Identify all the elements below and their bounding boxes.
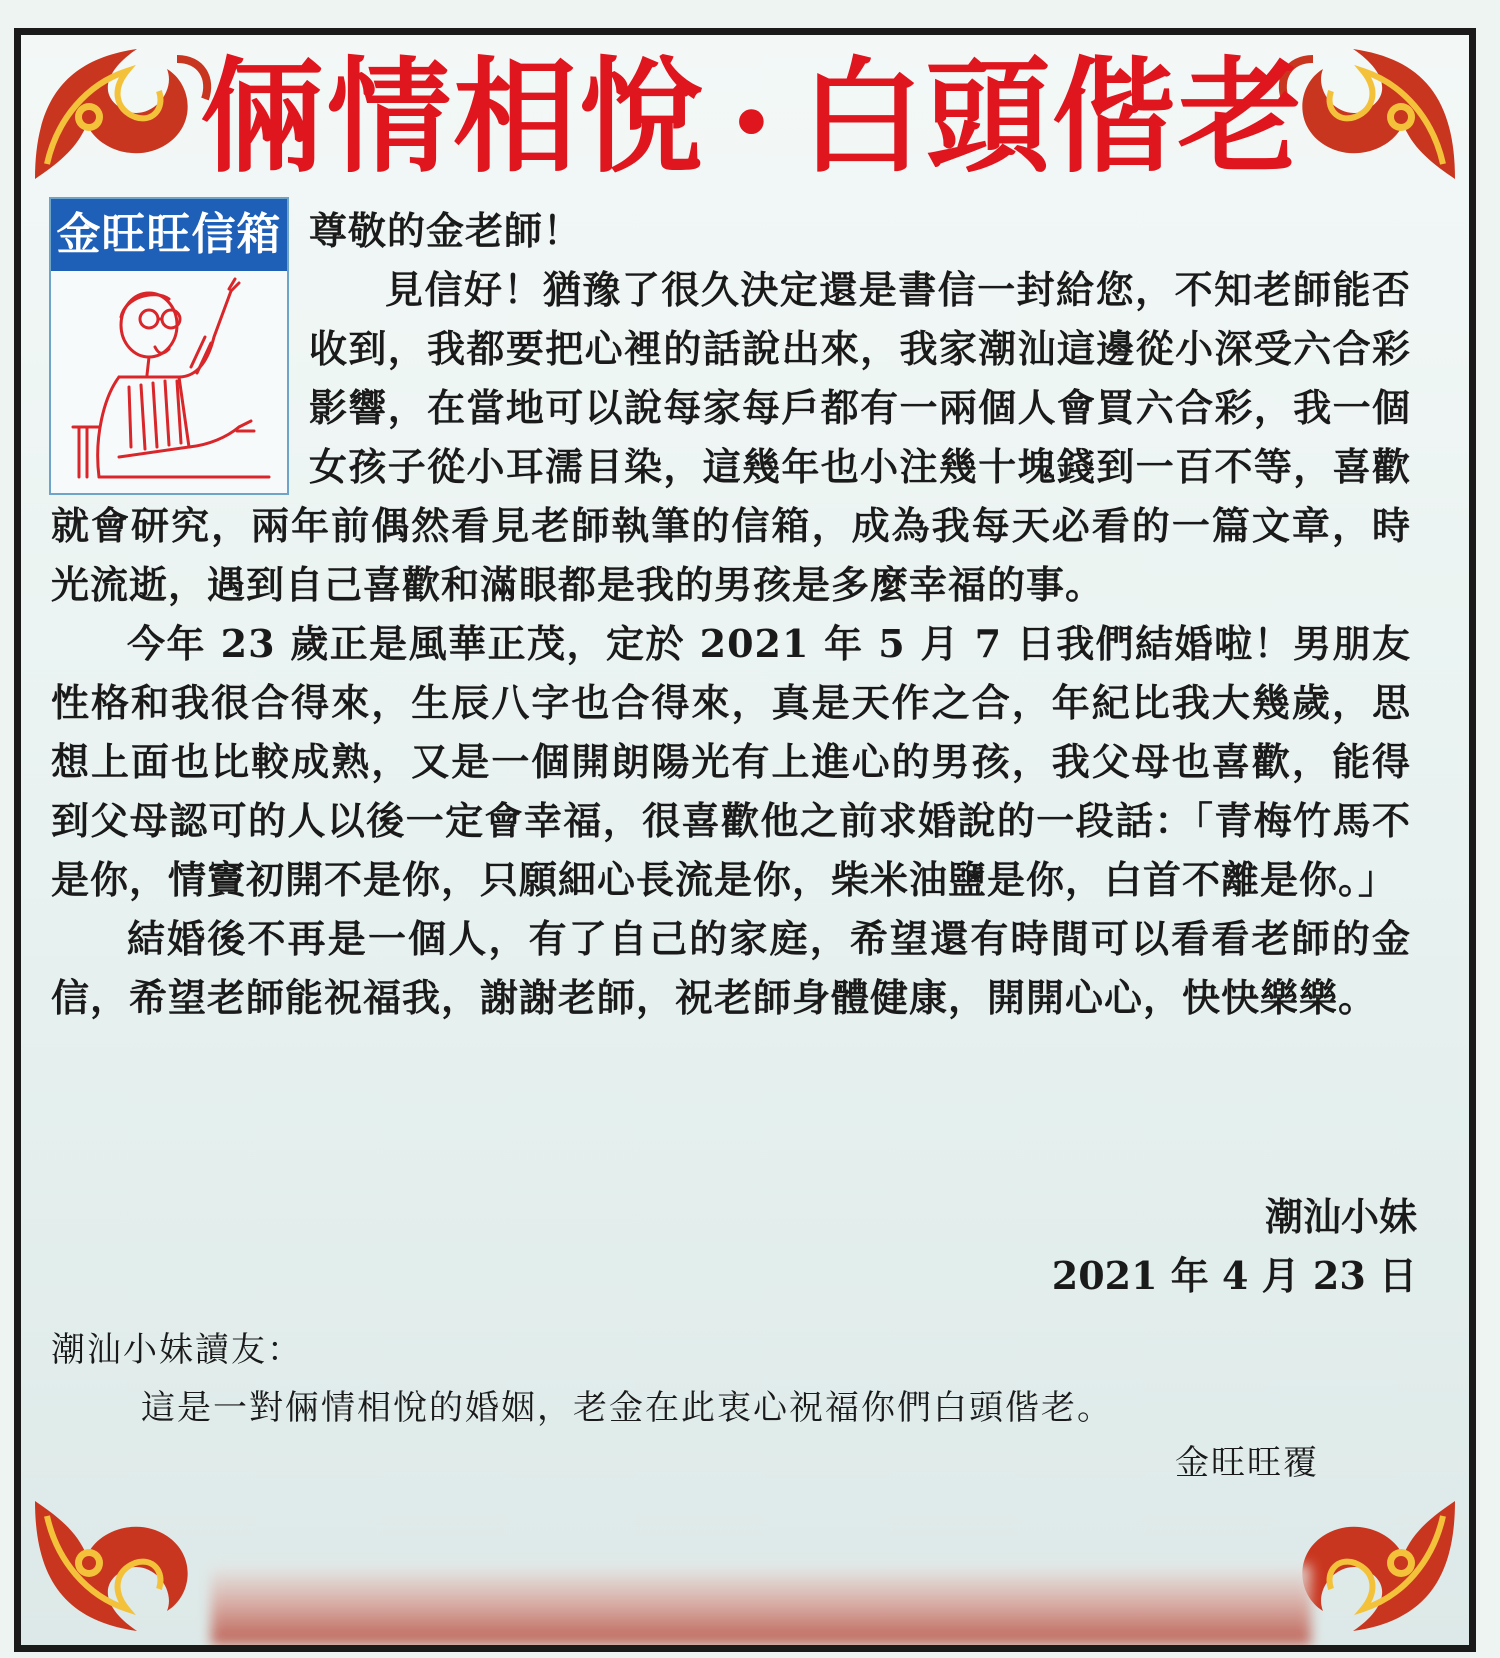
headline-dot: •	[729, 83, 776, 165]
blurred-advert-strip	[211, 1565, 1311, 1645]
headline	[201, 43, 1304, 193]
letter-signature: 潮汕小妹	[1264, 1194, 1417, 1239]
headline-left: 倆情相悅	[201, 46, 706, 190]
letter-paragraph: 今年 23 歲正是風華正茂，定於 2021 年 5 月 7 日我們結婚啦！男朋友性格和我很合得來，生辰八字也合得來，真是天作之合，年紀比我大幾歲，思想上面也比較成熟，又是一個開朗陽光有上進心的男孩，我父母也喜歡，能得到父母認可的人以後一定會幸福，很喜歡他之前求婚說的一段話：「青梅竹馬不是你，情竇初開不是你，只願細心長流是你，柴米油鹽是你，白首不離是你。」	[51, 621, 1411, 902]
letter-page	[14, 28, 1476, 1652]
reply-text: 這是一對倆情相悅的婚姻，老金在此衷心祝福你們白頭偕老。	[141, 1388, 1113, 1428]
letter-body	[51, 201, 1411, 1027]
letter-paragraph: 見信好！猶豫了很久決定還是書信一封給您，不知老師能否收到，我都要把心裡的話說出來，我家潮汕這邊從小深受六合彩影響，在當地可以說每家每戶都有一兩個人會買六合彩，我一個女孩子從小耳濡目染，這幾年也小注幾十塊錢到一百不等，喜歡就會研究，兩年前偶然看見老師執筆的信箱，成為我每天必看的一篇文章，時光流逝，遇到自己喜歡和滿眼都是我的男孩是多麼幸福的事。	[51, 267, 1411, 607]
column-banner: 金旺旺信箱	[51, 199, 287, 271]
columnist-reply	[51, 1321, 1411, 1437]
headline-right: 白頭偕老	[799, 46, 1304, 190]
letter-date: 2021 年 4 月 23 日	[1051, 1253, 1417, 1298]
reply-salutation: 潮汕小妹讀友：	[51, 1330, 303, 1370]
corner-ornament-icon	[27, 1491, 217, 1641]
reply-signature: 金旺旺覆	[1175, 1443, 1319, 1483]
letter-signature-block	[1052, 1187, 1417, 1305]
letter-greeting: 尊敬的金老師！	[309, 208, 583, 253]
corner-ornament-icon	[27, 39, 217, 189]
letter-paragraph: 結婚後不再是一個人，有了自己的家庭，希望還有時間可以看看老師的金信，希望老師能祝福我，謝謝老師，祝老師身體健康，開開心心，快快樂樂。	[51, 916, 1411, 1020]
